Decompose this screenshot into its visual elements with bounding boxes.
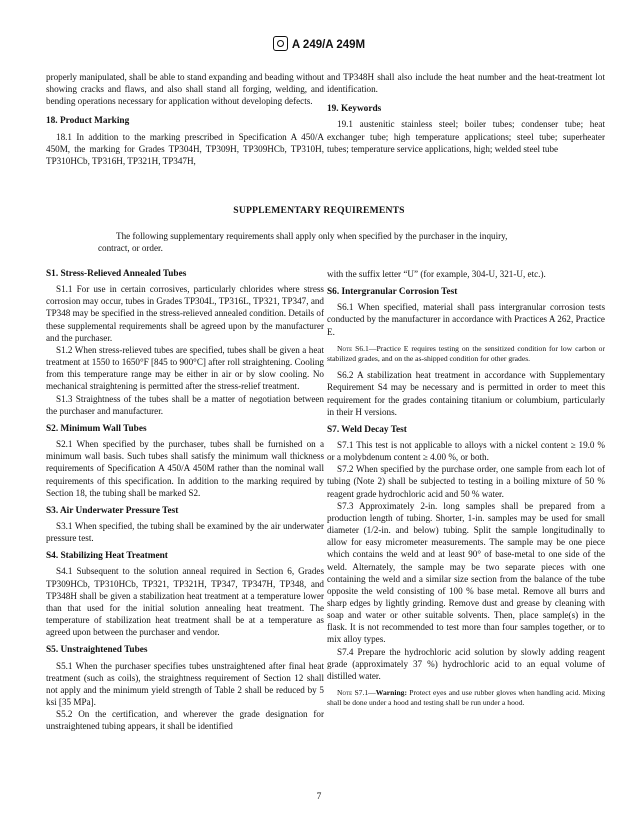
paragraph-s7-2: S7.2 When specified by the purchase order, one sample from each lot of tubing (Note 2) shall be subjected to testing in a boiling mixture of 50 % reagent grade hydrochloric acid and 50 % water. xyxy=(327,464,605,499)
supplementary-intro: The following supplementary requirements shall apply only when specified by the purchaser in the inquiry, contract, or order. xyxy=(98,231,508,254)
paragraph-18-1: 18.1 In addition to the marking prescribed in Specification A 450/A 450M, the marking for Grades TP304H, TP309H, TP309HCb, TP310H, TP310HCb, TP316H, TP321H, TP347H, xyxy=(46,131,324,166)
paragraph-19-1: 19.1 austenitic stainless steel; boiler tubes; condenser tube; heat exchanger tube; high temperature applications; steel tube; superheater tubes; temperature service applications, high; welded steel tube xyxy=(327,119,605,154)
heading-s7: S7. Weld Decay Test xyxy=(327,424,407,435)
warning-label: Warning: xyxy=(375,688,407,698)
paragraph-s3-1: S3.1 When specified, the tubing shall be examined by the air underwater pressure test. xyxy=(46,520,324,544)
note-label: Note xyxy=(337,343,353,353)
heading-s6: S6. Intergranular Corrosion Test xyxy=(327,287,458,298)
paragraph-continuation: and TP348H shall also include the heat number and the heat-treatment lot identification. xyxy=(327,72,605,95)
note-label: Note xyxy=(337,688,353,698)
astm-logo-icon xyxy=(273,36,288,51)
paragraph-s2-1: S2.1 When specified by the purchaser, tubes shall be furnished on a minimum wall basis. Such tubes shall satisfy the minimum wall thickness requirements of Specification A 450/A 450M rather than the nominal wall requirements of this specification. In addition to the marking required by Section 18, the tubing shall be marked S2. xyxy=(46,439,324,498)
right-column-bottom xyxy=(327,268,605,709)
page-number: 7 xyxy=(316,792,322,802)
paragraph-s6-1: S6.1 When specified, material shall pass intergranular corrosion tests conducted by the manufacturer in accordance with Practices A 262, Practice E. xyxy=(327,302,605,337)
heading-s4: S4. Stabilizing Heat Treatment xyxy=(46,551,168,562)
left-column-bottom xyxy=(46,268,324,732)
note-s7-1 xyxy=(327,688,605,708)
paragraph-s7-4: S7.4 Prepare the hydrochloric acid solution by slowly adding reagent grade (approximately 37 %) hydrochloric acid to an equal volume of distilled water. xyxy=(327,646,605,681)
note-s6-1 xyxy=(327,344,605,364)
paragraph-s1-1: S1.1 For use in certain corrosives, particularly chlorides where stress corrosion may occur, tubes in Grades TP304L, TP316L, TP321, TP347, and TP348 may be specified in the stress-relieved annealed condition. Details of these supplemental requirements shall be agreed upon by the manufacturer and the purchaser. xyxy=(46,284,324,343)
paragraph-s1-2: S1.2 When stress-relieved tubes are specified, tubes shall be given a heat treatment at 1550 to 1650°F [845 to 900°C] after roll straightening. Cooling from this temperature range may be either in air or by slow cooling. No mechanical straightening is permitted after the stress-relief treatment. xyxy=(46,344,324,392)
supplementary-title: SUPPLEMENTARY REQUIREMENTS xyxy=(233,205,405,216)
note-text: S6.1—Practice E requires testing on the sensitized condition for low carbon or stabilized grades, and on the as-shipped condition for other grades. xyxy=(327,343,605,363)
paragraph-s7-1: S7.1 This test is not applicable to alloys with a nickel content ≥ 19.0 % or a molybdenum content ≥ 4.00 %, or both. xyxy=(327,439,605,463)
standard-designation: A 249/A 249M xyxy=(291,39,366,51)
paragraph-s1-3: S1.3 Straightness of the tubes shall be a matter of negotiation between the purchaser and manufacturer. xyxy=(46,393,324,416)
paragraph-s4-1: S4.1 Subsequent to the solution anneal required in Section 6, Grades TP309HCb, TP310HCb, TP321, TP321H, TP347, TP347H, TP348, and TP348H shall be given a stabilization heat treatment at a temperature lower than that used for the initial solution annealing heat treatment. The temperature of stabilization heat treatment shall be at a temperature as agreed upon between the purchaser and vendor. xyxy=(46,566,324,638)
right-column-top xyxy=(327,71,605,155)
paragraph-s6-2: S6.2 A stabilization heat treatment in accordance with Supplementary Requirement S4 may be necessary and is permitted in order to meet this requirement for the grades containing titanium or columbium, particularly in their H versions. xyxy=(327,370,605,417)
heading-s3: S3. Air Underwater Pressure Test xyxy=(46,505,179,516)
note-ref: S7.1— xyxy=(352,688,376,698)
note-text: Protect eyes and use rubber gloves when handling acid. Mixing shall be done under a hood and testing shall be run under a hood. xyxy=(327,688,605,708)
paragraph-s7-3: S7.3 Approximately 2-in. long samples shall be prepared from a production length of tubing. Shorter, 1-in. samples may be used for small diameter (1/2-in. and below) tubing. Split the sample longitudinally to allow for easy micrometer measurements. The sample may be one piece which contains the weld and at least 90° of base-metal to one side of the weld. Alternately, the sample may be two separate pieces with one containing the weld and a similar size section from the balance of the tube opposite the weld consisting of 100 % base metal. Remove all burrs and sharp edges by lightly grinding. Remove dust and grease by cleaning with soap and water or other suitable solvents. Then, place sample(s) in the flask. It is not recommended to test more than four samples together, or to mix alloy types. xyxy=(327,500,605,645)
heading-s1: S1. Stress-Relieved Annealed Tubes xyxy=(46,269,187,279)
heading-s5: S5. Unstraightened Tubes xyxy=(46,645,148,656)
section-heading-18: 18. Product Marking xyxy=(46,116,130,127)
paragraph-s5-2: S5.2 On the certification, and wherever the grade designation for unstraightened tubing appears, it shall be identified xyxy=(46,709,324,732)
left-column-top xyxy=(46,71,324,167)
paragraph-continuation: properly manipulated, shall be able to stand expanding and beading without showing cracks and flaws, and also shall stand all forging, welding, and bending operations necessary for application without developing defects. xyxy=(46,72,324,107)
paragraph-continuation: with the suffix letter “U” (for example, 304-U, 321-U, etc.). xyxy=(327,269,546,279)
section-heading-19: 19. Keywords xyxy=(327,104,382,115)
page-header xyxy=(0,36,638,51)
paragraph-s5-1: S5.1 When the purchaser specifies tubes unstraightened after final heat treatment (such as coils), the straightness requirement of Section 12 shall not apply and the minimum yield strength of Table 2 shall be reduced by 5 ksi [35 MPa]. xyxy=(46,660,324,707)
heading-s2: S2. Minimum Wall Tubes xyxy=(46,423,147,434)
